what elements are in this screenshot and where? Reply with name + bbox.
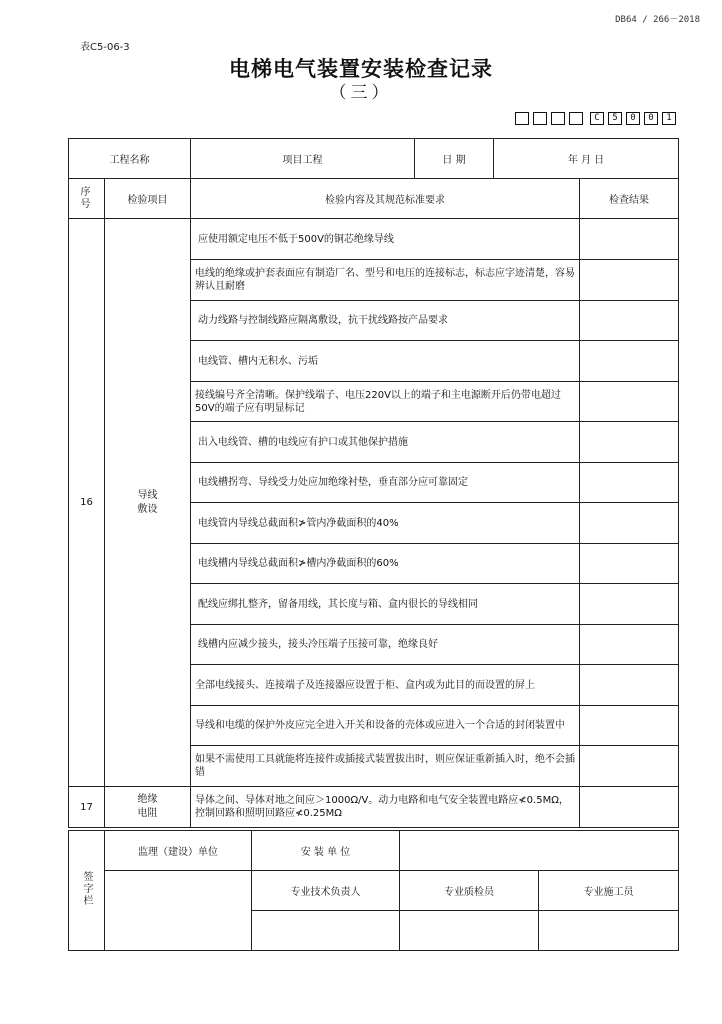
signature-side-label: 签字栏 — [69, 831, 105, 951]
table-row — [69, 219, 679, 260]
tech-lead-label: 专业技术负责人 — [252, 871, 400, 911]
result-cell[interactable] — [580, 503, 679, 544]
item-cell: 导线 敷设 — [105, 219, 191, 787]
result-cell[interactable] — [580, 463, 679, 503]
installer-label: 安 装 单 位 — [252, 831, 400, 871]
result-cell[interactable] — [580, 301, 679, 341]
seq-cell: 16 — [69, 219, 105, 787]
code-box[interactable] — [515, 112, 529, 125]
requirement-cell: 全部电线接头、连接端子及连接器应设置于柜、盒内或为此目的而设置的屏上 — [191, 665, 580, 706]
item-header: 检验项目 — [105, 179, 191, 219]
result-cell[interactable] — [580, 544, 679, 584]
result-cell[interactable] — [580, 260, 679, 301]
form-code: 表C5-06-3 — [80, 42, 130, 53]
supervisor-signature-field[interactable] — [105, 871, 252, 951]
requirement-cell: 导线和电缆的保护外皮应完全进入开关和设备的壳体或应进入一个合适的封闭装置中 — [191, 706, 580, 746]
code-box[interactable] — [569, 112, 583, 125]
requirement-cell: 电线管内导线总截面积≯管内净截面积的40% — [191, 503, 580, 544]
supervisor-label: 监理（建设）单位 — [105, 831, 252, 871]
requirement-cell: 电线槽内导线总截面积≯槽内净截面积的60% — [191, 544, 580, 584]
page-title: 电梯电气装置安装检查记录 — [229, 57, 493, 81]
requirement-cell: 出入电线管、槽的电线应有护口或其他保护措施 — [191, 422, 580, 463]
seq-header: 序号 — [69, 179, 105, 219]
code-box: 5 — [608, 112, 622, 125]
requirement-header: 检验内容及其规范标准要求 — [191, 179, 580, 219]
column-header-row — [69, 179, 679, 219]
item-cell: 绝缘 电阻 — [105, 787, 191, 828]
result-header: 检查结果 — [580, 179, 679, 219]
project-name-field[interactable]: 项目工程 — [191, 139, 415, 179]
requirement-cell: 动力线路与控制线路应隔离敷设，抗干扰线路按产品要求 — [191, 301, 580, 341]
result-cell[interactable] — [580, 382, 679, 422]
project-info-row — [69, 139, 679, 179]
code-box: 0 — [626, 112, 640, 125]
code-box[interactable] — [533, 112, 547, 125]
requirement-cell: 电线的绝缘或护套表面应有制造厂名、型号和电压的连接标志，标志应字迹清楚，容易辨认且耐磨 — [191, 260, 580, 301]
requirement-cell: 如果不需使用工具就能将连接件或插接式装置拔出时，则应保证重新插入时，绝不会插错 — [191, 746, 580, 787]
requirement-cell: 接线编号齐全清晰。保护线端子、电压220V以上的端子和主电源断开后仍带电超过50V的端子应有明显标记 — [191, 382, 580, 422]
result-cell[interactable] — [580, 746, 679, 787]
result-cell[interactable] — [580, 706, 679, 746]
standard-code: DB64 / 266－2018 — [615, 15, 700, 25]
quality-inspector-signature-field[interactable] — [400, 911, 539, 951]
construction-foreman-signature-field[interactable] — [539, 911, 679, 951]
installer-blank — [400, 831, 679, 871]
code-box: C — [590, 112, 604, 125]
code-box: 1 — [662, 112, 676, 125]
result-cell[interactable] — [580, 584, 679, 625]
seq-cell: 17 — [69, 787, 105, 828]
project-name-label: 工程名称 — [69, 139, 191, 179]
requirement-cell: 配线应绑扎整齐，留备用线，其长度与箱、盒内很长的导线相同 — [191, 584, 580, 625]
code-box[interactable] — [551, 112, 565, 125]
result-cell[interactable] — [580, 422, 679, 463]
requirement-cell: 应使用额定电压不低于500V的铜芯绝缘导线 — [191, 219, 580, 260]
date-label: 日 期 — [415, 139, 494, 179]
result-cell[interactable] — [580, 341, 679, 382]
requirement-cell: 电线管、槽内无积水、污垢 — [191, 341, 580, 382]
page-subtitle: （三） — [329, 83, 393, 103]
requirement-cell: 导体之间、导体对地之间应＞1000Ω/V。动力电路和电气安全装置电路应≮0.5MΩ，控制回路和照明回路应≮0.25MΩ — [191, 787, 580, 828]
signature-role-row — [69, 871, 679, 911]
code-box: 0 — [644, 112, 658, 125]
requirement-cell: 线槽内应减少接头，接头冷压端子压接可靠，绝缘良好 — [191, 625, 580, 665]
result-cell[interactable] — [580, 787, 679, 828]
signature-header-row — [69, 831, 679, 871]
table-row — [69, 787, 679, 828]
requirement-cell: 电线槽拐弯、导线受力处应加绝缘衬垫，垂直部分应可靠固定 — [191, 463, 580, 503]
result-cell[interactable] — [580, 665, 679, 706]
inspection-table — [68, 138, 679, 828]
date-field[interactable]: 年 月 日 — [494, 139, 679, 179]
result-cell[interactable] — [580, 625, 679, 665]
quality-inspector-label: 专业质检员 — [400, 871, 539, 911]
signature-table — [68, 830, 679, 951]
record-code-boxes — [515, 112, 676, 125]
tech-lead-signature-field[interactable] — [252, 911, 400, 951]
construction-foreman-label: 专业施工员 — [539, 871, 679, 911]
result-cell[interactable] — [580, 219, 679, 260]
